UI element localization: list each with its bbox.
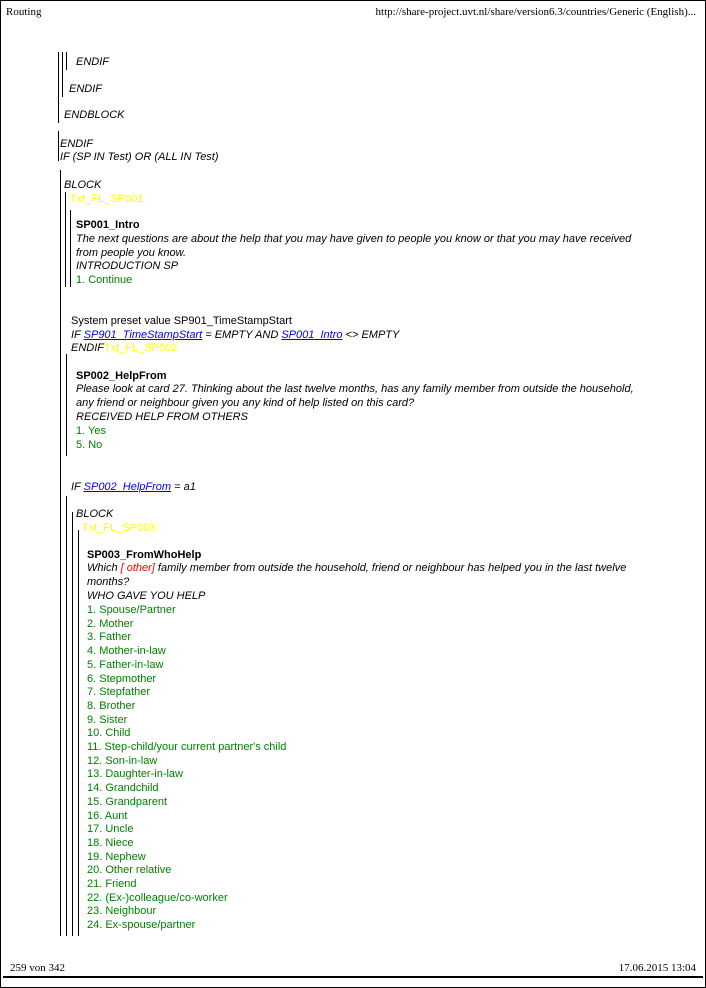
variable-link[interactable]: SP002_HelpFrom bbox=[83, 481, 172, 493]
block-label: BLOCK bbox=[76, 508, 114, 520]
endif-label: ENDIF bbox=[69, 83, 102, 95]
page-number: 259 von 342 bbox=[10, 962, 65, 974]
indent-rule bbox=[66, 496, 67, 936]
endif-label: ENDIF bbox=[76, 56, 109, 68]
answer-option: 1. Continue bbox=[76, 274, 133, 286]
answer-option: 1. Yes bbox=[76, 425, 106, 437]
answer-option: 2. Mother bbox=[87, 617, 134, 630]
answer-list bbox=[76, 274, 132, 288]
indent-rule bbox=[60, 170, 61, 936]
answer-option: 5. Father-in-law bbox=[87, 658, 164, 671]
text-fill-name: Txt_FL_SP002 bbox=[104, 342, 178, 354]
answer-option: 13. Daughter-in-law bbox=[87, 768, 183, 781]
answer-option: 24. Ex-spouse/partner bbox=[87, 919, 196, 932]
question-name: SP001_Intro bbox=[76, 219, 140, 231]
block-label: BLOCK bbox=[64, 179, 102, 191]
question-text: Please look at card 27. Thinking about the last twelve months, has any family member from outside the household, any friend or neighbour given you any kind of help listed on this card? bbox=[76, 383, 634, 409]
question-name: SP002_HelpFrom bbox=[76, 370, 167, 382]
variable-link[interactable]: SP001_Intro bbox=[281, 329, 343, 341]
answer-option: 19. Nephew bbox=[87, 850, 146, 863]
answer-option: 5. No bbox=[76, 438, 103, 451]
answer-option: 14. Grandchild bbox=[87, 782, 159, 795]
answer-list bbox=[76, 425, 106, 452]
answer-option: 15. Grandparent bbox=[87, 795, 168, 808]
question-text: The next questions are about the help that you may have given to people you know or that you may have received from people you know. bbox=[76, 233, 632, 259]
indent-rule bbox=[58, 131, 59, 161]
question-label: WHO GAVE YOU HELP bbox=[87, 590, 206, 602]
answer-option: 10. Child bbox=[87, 727, 131, 740]
endif-label: ENDIF bbox=[60, 138, 93, 150]
endif-line: ENDIFTxt_FL_SP002 bbox=[71, 342, 178, 354]
question-label: INTRODUCTION SP bbox=[76, 260, 179, 272]
header-url: http://share-project.uvt.nl/share/version6.3/countries/Generic (English)... bbox=[375, 6, 696, 18]
if-condition: IF SP002_HelpFrom = a1 bbox=[71, 481, 196, 493]
answer-option: 22. (Ex-)colleague/co-worker bbox=[87, 891, 228, 904]
answer-option: 3. Father bbox=[87, 631, 132, 644]
answer-option: 7. Stepfather bbox=[87, 686, 150, 699]
text-fill-name: Txt_FL_SP001 bbox=[70, 193, 144, 205]
answer-list bbox=[87, 604, 286, 933]
footer-rule bbox=[3, 976, 703, 978]
indent-rule bbox=[66, 354, 67, 456]
answer-option: 18. Niece bbox=[87, 836, 134, 849]
answer-option: 9. Sister bbox=[87, 713, 128, 726]
header-title: Routing bbox=[6, 6, 42, 18]
answer-option: 21. Friend bbox=[87, 878, 137, 891]
answer-option: 6. Stepmother bbox=[87, 672, 157, 685]
indent-rule bbox=[66, 52, 67, 70]
question-label: RECEIVED HELP FROM OTHERS bbox=[76, 411, 248, 423]
answer-option: 11. Step-child/your current partner's child bbox=[87, 741, 287, 754]
answer-option: 1. Spouse/Partner bbox=[87, 604, 176, 616]
question-name: SP003_FromWhoHelp bbox=[87, 549, 202, 561]
indent-rule bbox=[65, 192, 66, 287]
answer-option: 20. Other relative bbox=[87, 864, 172, 877]
text-fill-name: Txt_FL_SP003 bbox=[82, 522, 156, 534]
preset-line: System preset value SP901_TimeStampStart bbox=[71, 315, 292, 327]
answer-option: 4. Mother-in-law bbox=[87, 645, 166, 658]
if-condition: IF (SP IN Test) OR (ALL IN Test) bbox=[60, 151, 219, 163]
indent-rule bbox=[58, 52, 59, 123]
endblock-label: ENDBLOCK bbox=[64, 109, 125, 121]
print-datetime: 17.06.2015 13:04 bbox=[618, 962, 696, 974]
if-condition: IF SP901_TimeStampStart = EMPTY AND SP001_Intro <> EMPTY bbox=[71, 329, 400, 341]
indent-rule bbox=[78, 530, 79, 936]
indent-rule bbox=[62, 52, 63, 97]
answer-option: 8. Brother bbox=[87, 699, 136, 712]
answer-option: 23. Neighbour bbox=[87, 905, 157, 918]
answer-option: 12. Son-in-law bbox=[87, 754, 158, 767]
variable-link[interactable]: SP901_TimeStampStart bbox=[83, 329, 203, 341]
question-text: Which [ other] family member from outside the household, friend or neighbour has helped you in the last twelve months? bbox=[87, 562, 627, 588]
text-fill: [ other] bbox=[120, 562, 155, 574]
answer-option: 16. Aunt bbox=[87, 809, 128, 822]
indent-rule bbox=[70, 210, 71, 287]
indent-rule bbox=[72, 512, 73, 936]
answer-option: 17. Uncle bbox=[87, 823, 134, 836]
